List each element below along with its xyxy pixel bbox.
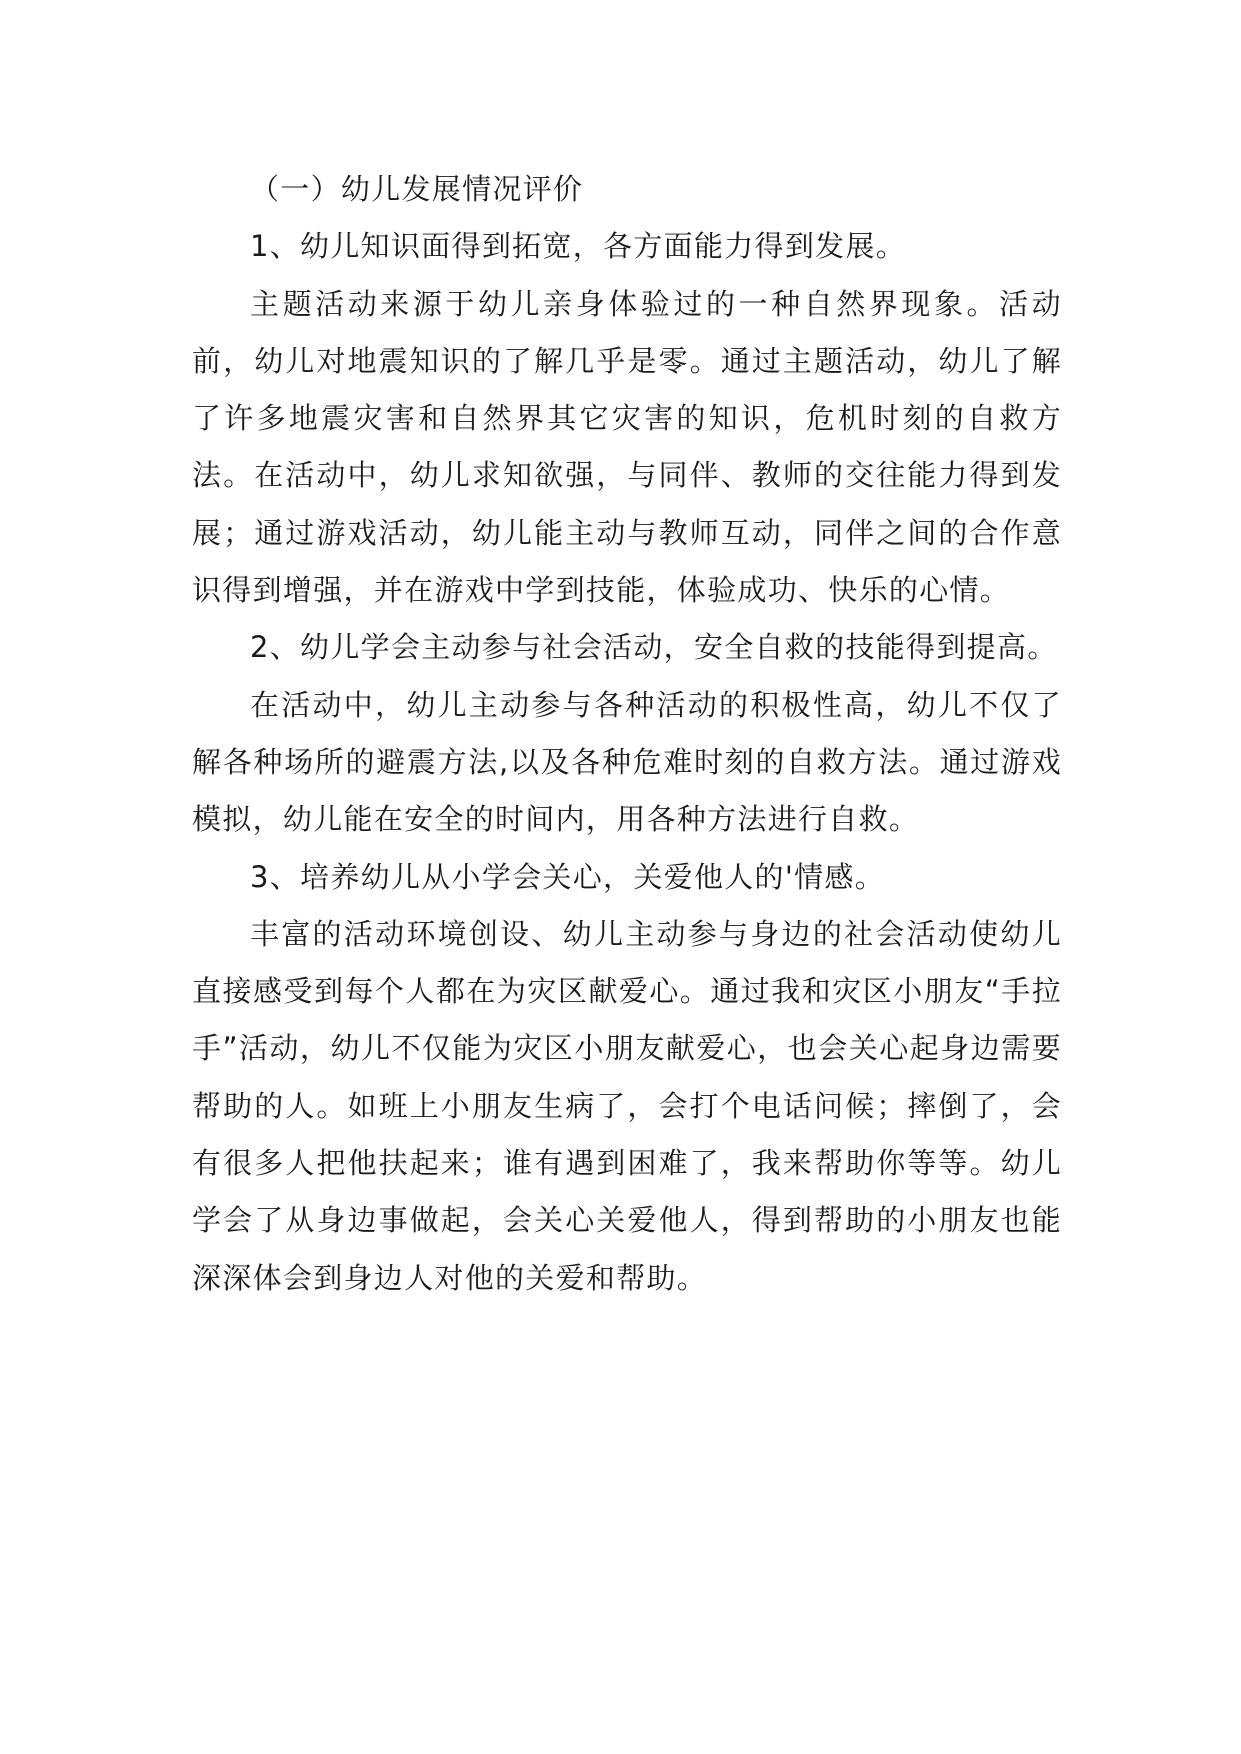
body-paragraph-3: 丰富的活动环境创设、幼儿主动参与身边的社会活动使幼儿直接感受到每个人都在为灾区献爱心。通过我和灾区小朋友“手拉手”活动，幼儿不仅能为灾区小朋友献爱心，也会关心起身边需要帮助的人。如班上小朋友生病了，会打个电话问候；摔倒了，会有很多人把他扶起来；谁有遇到困难了，我来帮助你等等。幼儿学会了从身边事做起，会关心关爱他人，得到帮助的小朋友也能深深体会到身边人对他的关爱和帮助。 [192, 916, 1062, 1295]
body-paragraph-1: 主题活动来源于幼儿亲身体验过的一种自然界现象。活动前，幼儿对地震知识的了解几乎是零。通过主题活动，幼儿了解了许多地震灾害和自然界其它灾害的知识，危机时刻的自救方法。在活动中，幼儿求知欲强，与同伴、教师的交往能力得到发展；通过游戏活动，幼儿能主动与教师互动，同伴之间的合作意识得到增强，并在游戏中学到技能，体验成功、快乐的心情。 [192, 286, 1062, 608]
body-paragraph-2: 在活动中，幼儿主动参与各种活动的积极性高，幼儿不仅了解各种场所的避震方法,以及各种危难时刻的自救方法。通过游戏模拟，幼儿能在安全的时间内，用各种方法进行自救。 [192, 687, 1062, 837]
subheading-1: 1、幼儿知识面得到拓宽，各方面能力得到发展。 [250, 229, 907, 264]
subheading-2: 2、幼儿学会主动参与社会活动，安全自救的技能得到提高。 [250, 630, 1058, 665]
document-body [192, 161, 1062, 1307]
subheading-3: 3、培养幼儿从小学会关心，关爱他人的'情感。 [250, 859, 886, 894]
section-heading: （一）幼儿发展情况评价 [250, 172, 584, 206]
